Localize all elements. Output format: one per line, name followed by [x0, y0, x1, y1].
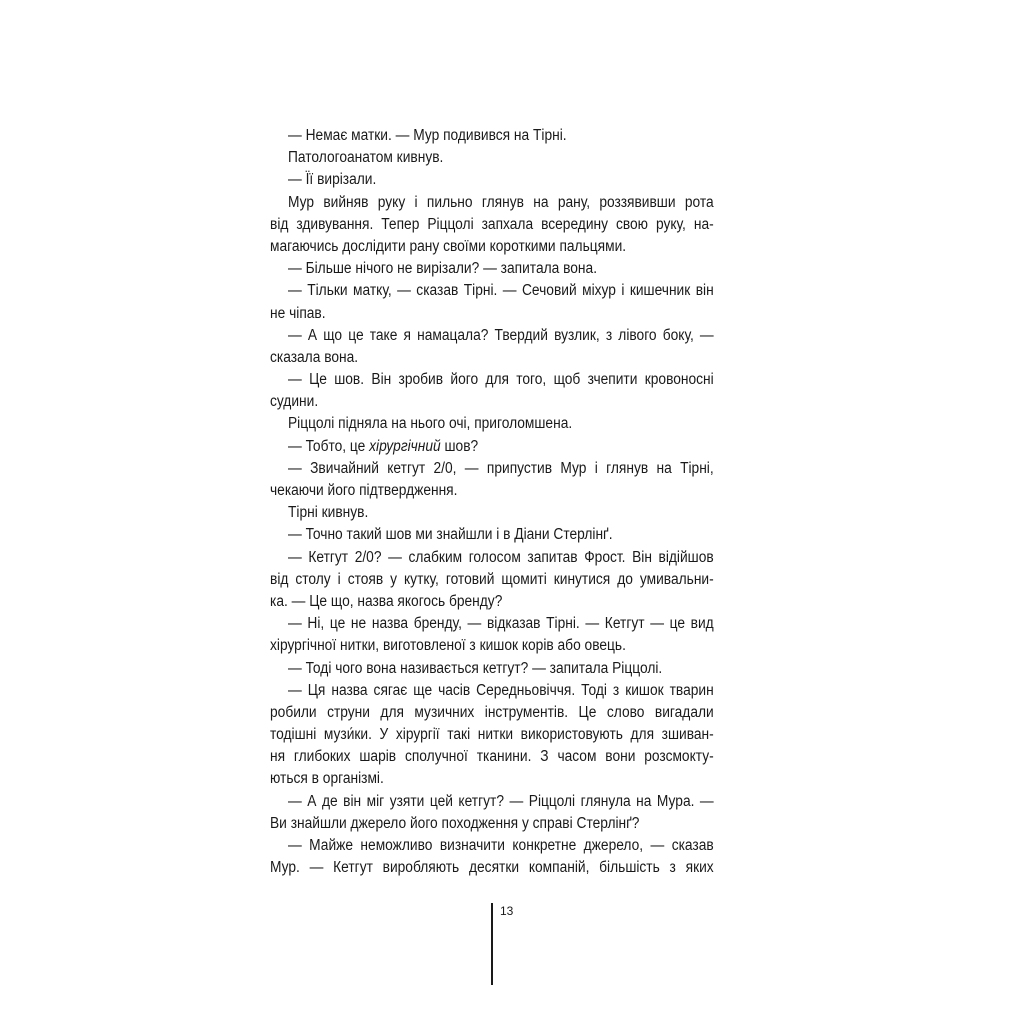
text-line: хірургічної нитки, виготовленої з кишок корів або овець. [270, 637, 626, 655]
text-line: ка. — Це що, назва якогось бренду? [270, 592, 503, 610]
page-number: 13 [500, 904, 514, 918]
text-line: ня глибоких шарів сполучної тканини. З часом вони розсмокту- [270, 748, 714, 766]
text-line: судини. [270, 393, 319, 411]
text-line: — Більше нічого не вирізали? — запитала вона. [288, 260, 598, 278]
text-line: — Це шов. Він зробив його для того, щоб зчепити кровоносні [288, 371, 714, 389]
text-line: магаючись дослідити рану своїми короткими пальцями. [270, 237, 627, 255]
text-line: — Звичайний кетгут 2/0, — припустив Мур і глянув на Тірні, [288, 459, 714, 477]
text-line: — А де він міг узяти цей кетгут? — Ріццолі глянула на Мура. — [288, 792, 714, 810]
page-number-rule [491, 903, 493, 985]
text-line: — Майже неможливо визначити конкретне джерело, — сказав [288, 837, 714, 854]
text-line: Ви знайшли джерело його походження у справі Стерлінґ? [270, 814, 640, 832]
text-line: Мур вийняв руку і пильно глянув на рану, роззявивши рота [288, 193, 714, 211]
text-line: ються в організмі. [270, 770, 384, 788]
text-line: від здивування. Тепер Ріццолі запхала всередину свою руку, на- [270, 215, 714, 233]
text-line: Ріццолі підняла на нього очі, приголомшена. [288, 415, 573, 433]
text-line: Тірні кивнув. [288, 504, 369, 522]
text-line: Патологоанатом кивнув. [288, 149, 444, 167]
text-line: чекаючи його підтвердження. [270, 482, 458, 499]
text-line: тодішні музи́ки. У хірургії такі нитки використовують для зшиван- [270, 726, 714, 744]
italic-term: хірургічний [369, 437, 441, 455]
text-line: — Її вирізали. [288, 171, 377, 189]
text-line: Мур. — Кетгут виробляють десятки компаній, більшість з яких [270, 859, 714, 877]
text-line: — Кетгут 2/0? — слабким голосом запитав Фрост. Він відійшов [288, 548, 714, 566]
text-line: — А що це таке я намацала? Твердий вузлик, з лівого боку, — [288, 326, 714, 344]
text-line: робили струни для музичних інструментів. Це слово вигадали [270, 703, 714, 721]
text-line: не чіпав. [270, 304, 326, 322]
text-line: від столу і стояв у кутку, готовий щомиті кинутися до умивальни- [270, 570, 714, 588]
text-line: — Ця назва сягає ще часів Середньовіччя. Тоді з кишок тварин [288, 681, 714, 699]
text-line: — Ні, це не назва бренду, — відказав Тірні. — Кетгут — це вид [288, 615, 714, 633]
text-line: — Немає матки. — Мур подивився на Тірні. [288, 127, 567, 144]
text-line: — Тільки матку, — сказав Тірні. — Сечовий міхур і кишечник він [288, 282, 714, 300]
text-line: — Точно такий шов ми знайшли і в Діани Стерлінґ. [288, 526, 613, 544]
text-line: — Тоді чого вона називається кетгут? — запитала Ріццолі. [288, 659, 663, 677]
text-line: сказала вона. [270, 348, 359, 366]
text-line: — Тобто, це хірургічний шов? [288, 437, 479, 455]
page-text [270, 125, 714, 879]
